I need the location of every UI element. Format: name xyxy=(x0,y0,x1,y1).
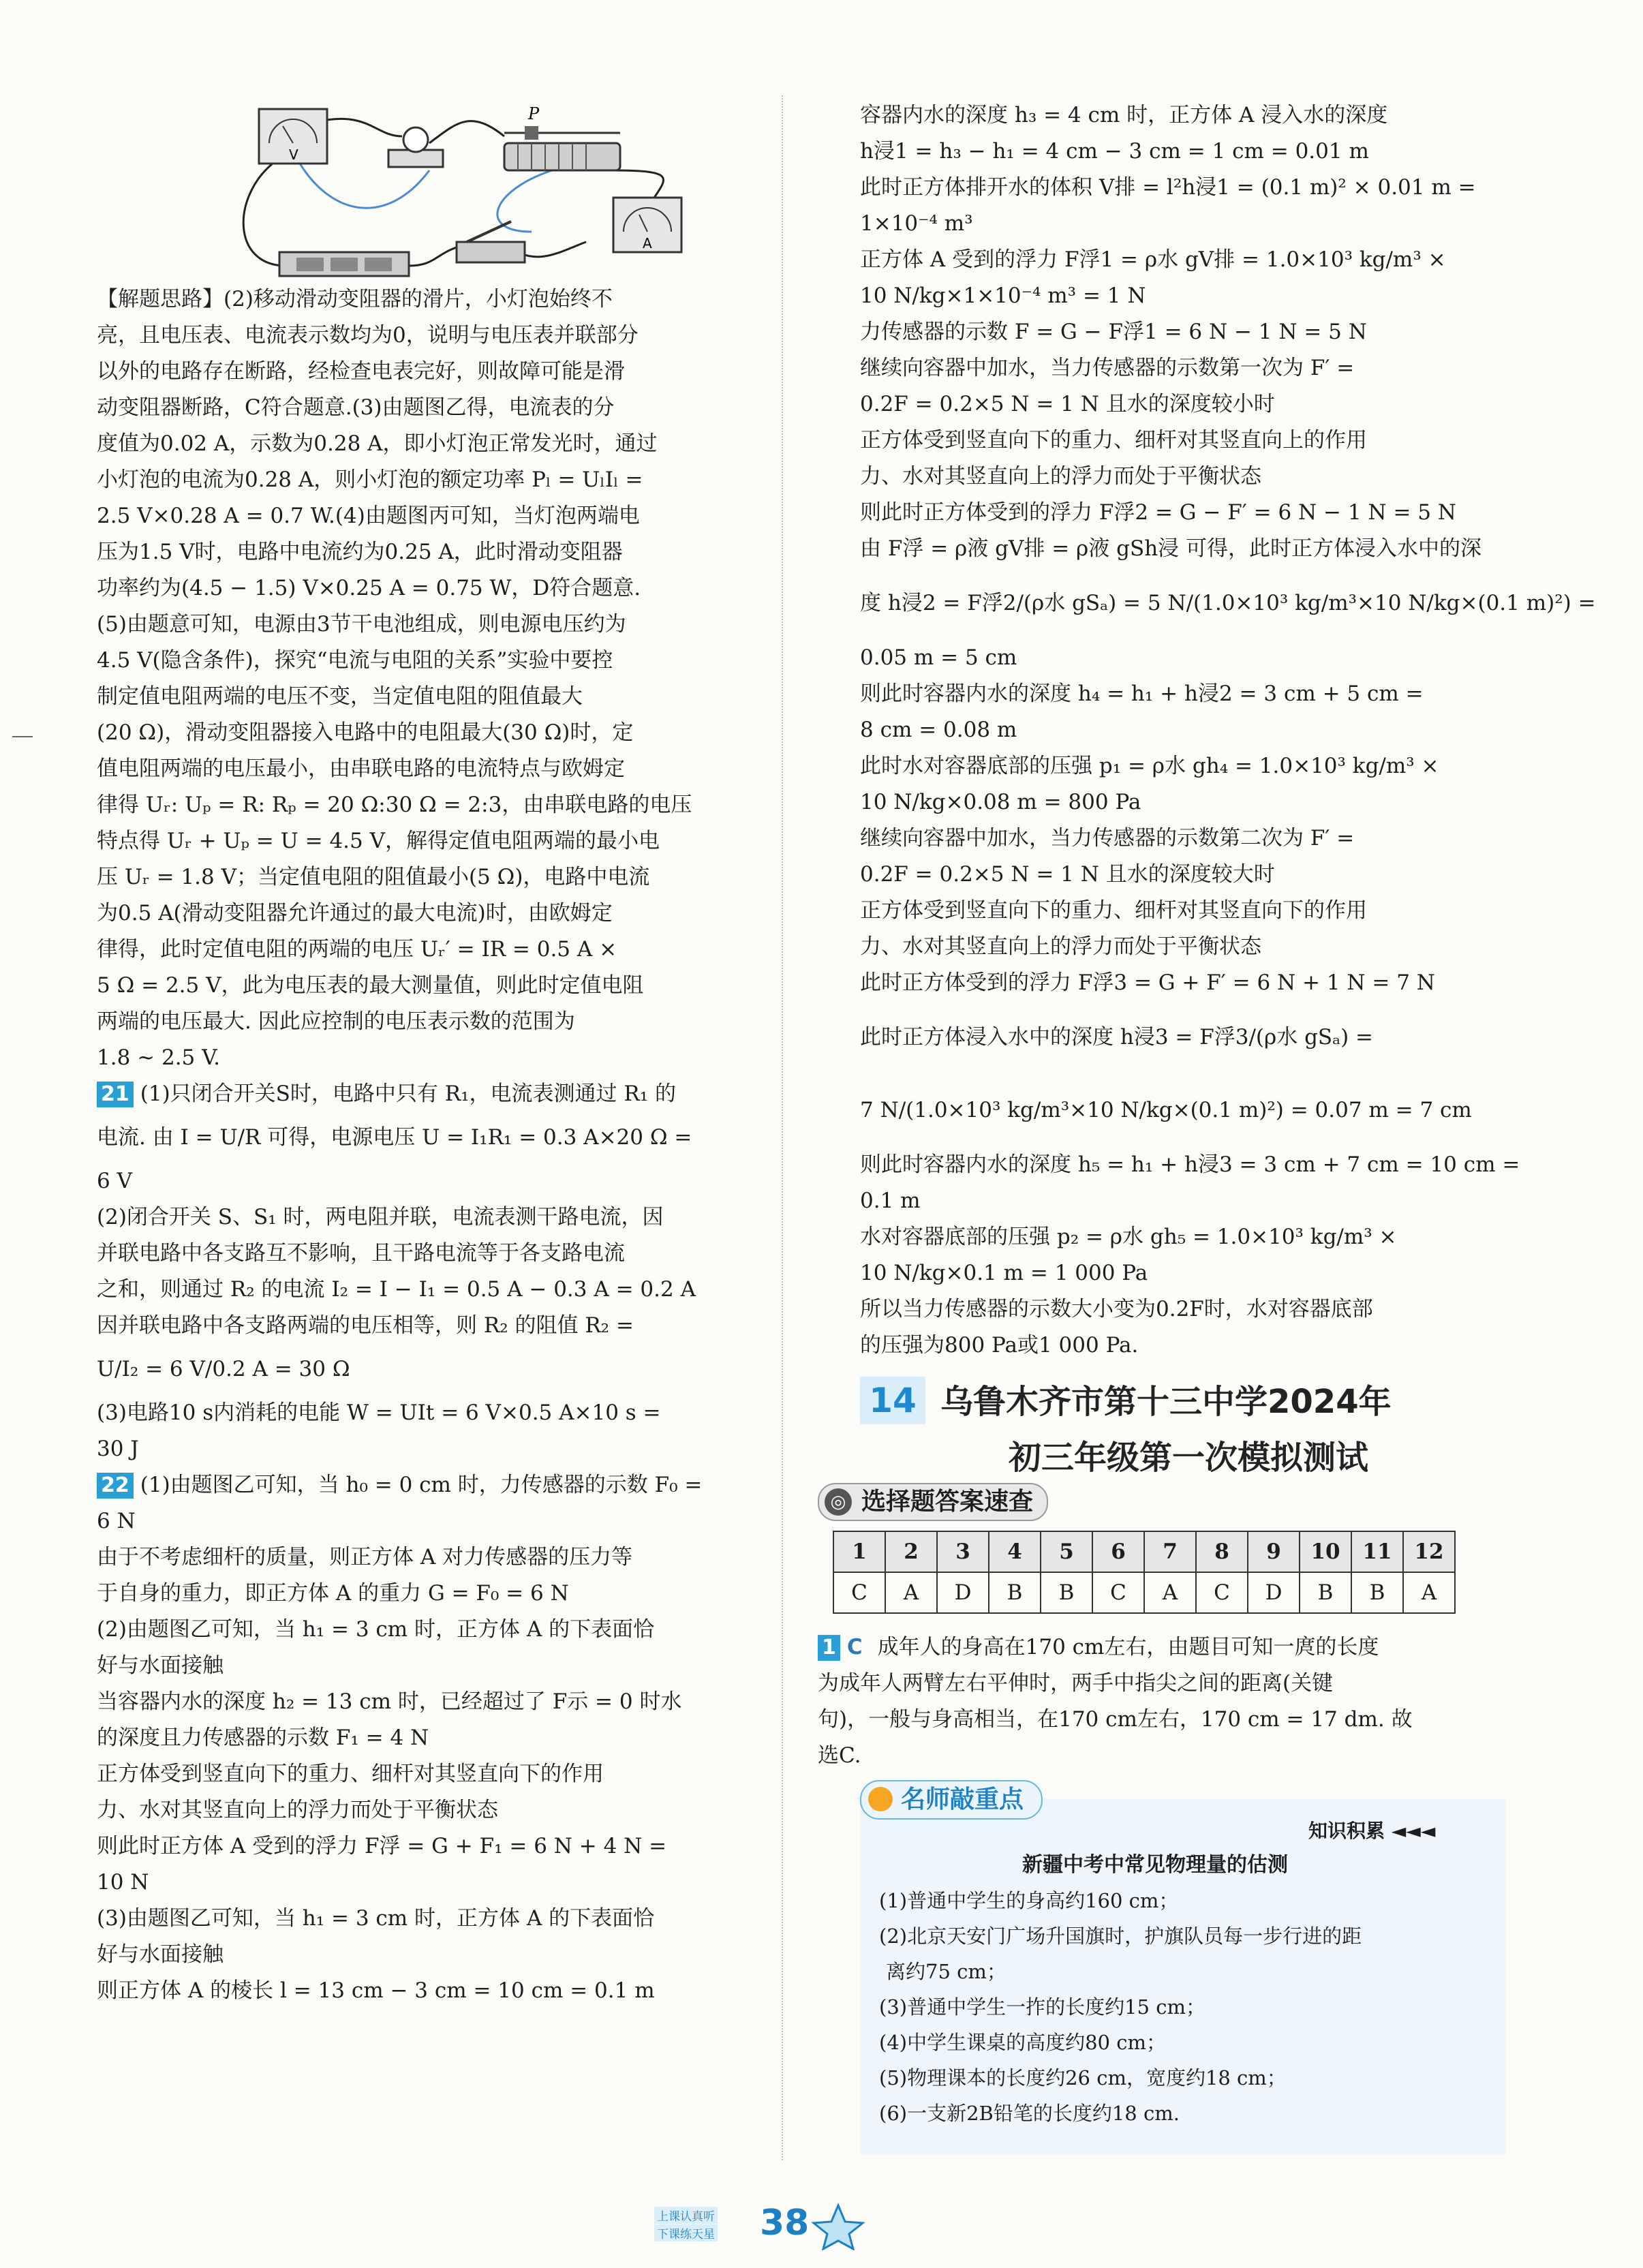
text-line xyxy=(97,1942,224,1967)
line-text: 此时正方体浸入水中的深度 h浸3 = F浮3/(ρ水 gSₐ) = xyxy=(860,1025,1374,1049)
text-line xyxy=(860,753,1439,779)
line-text: (1)只闭合开关S时，电路中只有 R₁，电流表测通过 R₁ 的 xyxy=(140,1082,676,1106)
ammeter xyxy=(613,198,681,252)
answer-key-label-text: 选择题答案速查 xyxy=(861,1488,1034,1516)
text-line xyxy=(97,1436,139,1462)
line-text: 0.1 m xyxy=(860,1189,921,1213)
line-text: 压 Uᵣ = 1.8 V；当定值电阻的阻值最小(5 Ω)，电路中电流 xyxy=(97,865,650,889)
text-line xyxy=(860,1024,1373,1050)
text-line xyxy=(97,864,649,890)
answer-value-cell: A xyxy=(1144,1572,1196,1613)
answer-value-cell: D xyxy=(937,1572,989,1613)
line-text: 0.05 m = 5 cm xyxy=(860,645,1017,670)
text-line xyxy=(97,828,660,854)
text-line xyxy=(97,395,614,420)
answer-number-row xyxy=(833,1531,1455,1572)
line-text: 压为1.5 V时，电路中电流约为0.25 A，此时滑动变阻器 xyxy=(97,540,623,564)
line-text: 好与水面接触 xyxy=(97,1942,224,1967)
switch xyxy=(457,221,525,262)
text-line xyxy=(97,286,613,312)
answer-number-cell: 8 xyxy=(1196,1531,1248,1572)
text-line xyxy=(97,1869,149,1895)
text-line xyxy=(860,681,1424,707)
page-number: 38 xyxy=(760,2203,810,2243)
line-text: 则此时正方体受到的浮力 F浮2 = G − F′ = 6 N − 1 N = 5 N xyxy=(860,500,1456,525)
text-line xyxy=(97,1168,132,1194)
answer-value-cell: B xyxy=(989,1572,1041,1613)
text-line xyxy=(97,1313,634,1338)
line-text: 所以当力传感器的示数大小变为0.2F时，水对容器底部 xyxy=(860,1297,1373,1321)
text-line xyxy=(97,1797,498,1823)
text-line xyxy=(860,391,1275,417)
text-line xyxy=(97,431,658,457)
line-text: 力、水对其竖直向上的浮力而处于平衡状态 xyxy=(860,464,1261,489)
line-text: 好与水面接触 xyxy=(97,1653,224,1678)
note-item: (2)北京天安门广场升国旗时，护旗队员每一步行进的距 xyxy=(879,1925,1362,1948)
answer-number-cell: 2 xyxy=(885,1531,937,1572)
lamp xyxy=(388,127,443,167)
text-line xyxy=(860,1260,1148,1286)
line-text: (2)闭合开关 S、S₁ 时，两电阻并联，电流表测干路电流，因 xyxy=(97,1205,664,1229)
answer-value-cell: D xyxy=(1248,1572,1300,1613)
text-line xyxy=(860,1097,1472,1123)
line-text: 7 N/(1.0×10³ kg/m³×10 N/kg×(0.1 m)²) = 0.07 m = 7 cm xyxy=(860,1098,1472,1122)
text-line xyxy=(97,1833,666,1859)
line-text: h浸1 = h₃ − h₁ = 4 cm − 3 cm = 1 cm = 0.01 m xyxy=(860,139,1369,164)
text-line xyxy=(860,102,1387,128)
line-text: (1)由题图乙可知，当 h₀ = 0 cm 时，力传感器的示数 F₀ = xyxy=(140,1473,703,1497)
answer-value-cell: B xyxy=(1351,1572,1403,1613)
text-line xyxy=(97,1081,676,1107)
text-line xyxy=(860,645,1017,671)
line-text: (2)由题图乙可知，当 h₁ = 3 cm 时，正方体 A 的下表面恰 xyxy=(97,1617,655,1642)
line-text: 之和，则通过 R₂ 的电流 I₂ = I − I₁ = 0.5 A − 0.3 A = 0.2 A xyxy=(97,1277,696,1302)
answer-value-cell: A xyxy=(1403,1572,1455,1613)
line-text: 1.8 ~ 2.5 V. xyxy=(97,1045,220,1070)
text-line xyxy=(818,1634,1379,1661)
text-line xyxy=(860,463,1261,489)
line-text: 30 J xyxy=(97,1437,139,1461)
text-line xyxy=(860,319,1367,345)
text-line xyxy=(97,358,625,384)
slogan-2: 下课练天星 xyxy=(654,2224,718,2241)
line-text: 5 Ω = 2.5 V，此为电压表的最大测量值，则此时定值电阻 xyxy=(97,973,644,998)
text-line xyxy=(860,1332,1138,1358)
text-line xyxy=(860,536,1481,562)
text-line xyxy=(860,174,1476,200)
line-text: 小灯泡的电流为0.28 A，则小灯泡的额定功率 Pₗ = UₗIₗ = xyxy=(97,468,643,492)
line-text: 则此时容器内水的深度 h₅ = h₁ + h浸3 = 3 cm + 7 cm = 10 cm = xyxy=(860,1152,1520,1177)
line-text: 继续向容器中加水，当力传感器的示数第二次为 F′ = xyxy=(860,826,1355,850)
line-text: 的压强为800 Pa或1 000 Pa. xyxy=(860,1333,1139,1358)
voltmeter-label: V xyxy=(289,147,298,163)
text-line xyxy=(860,211,973,236)
text-line xyxy=(97,1905,654,1931)
text-line xyxy=(97,467,643,493)
note-item: 离约75 cm； xyxy=(886,1960,1007,1983)
answer-value-row xyxy=(833,1572,1455,1613)
line-text: U/I₂ = 6 V/0.2 A = 30 Ω xyxy=(97,1357,350,1381)
note-item: (3)普通中学生一拃的长度约15 cm； xyxy=(879,1995,1206,2019)
rheostat xyxy=(504,104,620,170)
answer-number-cell: 6 xyxy=(1092,1531,1144,1572)
text-line xyxy=(818,1670,1333,1696)
line-text: 力、水对其竖直向上的浮力而处于平衡状态 xyxy=(97,1798,498,1822)
note-item: (1)普通中学生的身高约160 cm； xyxy=(879,1889,1179,1912)
text-line xyxy=(860,500,1456,525)
line-text: 继续向容器中加水，当力传感器的示数第一次为 F′ = xyxy=(860,356,1355,380)
text-line xyxy=(97,1045,220,1071)
answer-value-cell: C xyxy=(833,1572,885,1613)
text-line xyxy=(860,898,1367,923)
answer-number-cell: 3 xyxy=(937,1531,989,1572)
text-line xyxy=(860,355,1354,381)
text-line xyxy=(97,1009,575,1035)
line-text: 两端的电压最大. 因此应控制的电压表示数的范围为 xyxy=(97,1009,575,1034)
section-title-line1: 乌鲁木齐市第十三中学2024年 xyxy=(940,1383,1392,1421)
text-line xyxy=(860,247,1446,273)
line-text: 的深度且力传感器的示数 F₁ = 4 N xyxy=(97,1726,429,1750)
line-text: 0.2F = 0.2×5 N = 1 N 且水的深度较大时 xyxy=(860,862,1275,887)
line-text: (3)电路10 s内消耗的电能 W = UIt = 6 V×0.5 A×10 s = xyxy=(97,1400,661,1425)
line-text: 由于不考虑细杆的质量，则正方体 A 对力传感器的压力等 xyxy=(97,1545,633,1569)
text-line xyxy=(97,1240,625,1266)
line-text: 律得，此时定值电阻的两端的电压 Uᵣ′ = IR = 0.5 A × xyxy=(97,937,617,962)
line-text: 正方体受到竖直向下的重力、细杆对其竖直向下的作用 xyxy=(97,1762,604,1786)
line-text: 4.5 V(隐含条件)，探究“电流与电阻的关系”实验中要控 xyxy=(97,648,613,673)
lightbulb-icon xyxy=(868,1787,893,1811)
section-number: 14 xyxy=(860,1377,925,1424)
answer-value-cell: B xyxy=(1300,1572,1351,1613)
note-item: (4)中学生课桌的高度约80 cm； xyxy=(879,2031,1166,2054)
note-item: (5)物理课本的长度约26 cm，宽度约18 cm； xyxy=(879,2066,1287,2089)
line-text: 动变阻器断路，C符合题意.(3)由题图乙得，电流表的分 xyxy=(97,395,615,420)
text-line xyxy=(97,647,613,673)
text-line xyxy=(860,861,1275,887)
answer-value-cell: B xyxy=(1041,1572,1092,1613)
slider-label: P xyxy=(528,104,540,123)
line-text: 句)，一般与身高相当，在170 cm左右，170 cm = 17 dm. 故 xyxy=(818,1707,1413,1732)
teacher-note-label-text: 名师敲重点 xyxy=(901,1786,1024,1813)
text-line xyxy=(97,1653,224,1679)
line-text: 10 N/kg×1×10⁻⁴ m³ = 1 N xyxy=(860,284,1146,308)
line-text: 则此时正方体 A 受到的浮力 F浮 = G + F₁ = 6 N + 4 N = xyxy=(97,1834,667,1858)
answer-number-cell: 5 xyxy=(1041,1531,1092,1572)
line-text: 并联电路中各支路互不影响，且干路电流等于各支路电流 xyxy=(97,1241,625,1266)
text-line xyxy=(818,1743,861,1768)
text-line xyxy=(97,1472,702,1499)
line-text: 选C. xyxy=(818,1743,861,1768)
line-text: 为成年人两臂左右平伸时，两手中指尖之间的距离(关键 xyxy=(818,1671,1334,1696)
line-text: 律得 Uᵣ: Uₚ = R: Rₚ = 20 Ω:30 Ω = 2:3，由串联电路的电压 xyxy=(97,793,692,817)
question-number: 1 xyxy=(818,1635,840,1661)
section-title-line2: 初三年级第一次模拟测试 xyxy=(1009,1439,1369,1477)
line-text: 正方体 A 受到的浮力 F浮1 = ρ水 gV排 = 1.0×10³ kg/m³ × xyxy=(860,247,1446,272)
text-line xyxy=(97,539,623,565)
text-line xyxy=(97,322,639,348)
line-text: 度值为0.02 A，示数为0.28 A，即小灯泡正常发光时，通过 xyxy=(97,431,658,456)
text-line xyxy=(97,1689,681,1715)
note-heading: 新疆中考中常见物理量的估测 xyxy=(1022,1853,1288,1877)
ammeter-label: A xyxy=(643,235,652,251)
text-line xyxy=(860,789,1141,815)
line-text: 特点得 Uᵣ + Uₚ = U = 4.5 V，解得定值电阻两端的最小电 xyxy=(97,829,660,853)
voltmeter xyxy=(259,109,327,164)
star-mascot-icon xyxy=(811,2203,865,2250)
line-text: 2.5 V×0.28 A = 0.7 W.(4)由题图丙可知，当灯泡两端电 xyxy=(97,504,640,528)
line-text: 为0.5 A(滑动变阻器允许通过的最大电流)时，由欧姆定 xyxy=(97,901,613,925)
text-line xyxy=(97,756,625,782)
line-text: 正方体受到竖直向下的重力、细杆对其竖直向上的作用 xyxy=(860,428,1367,453)
line-text: 亮，且电压表、电流表示数均为0，说明与电压表并联部分 xyxy=(97,323,639,348)
text-line xyxy=(97,1508,136,1534)
text-line xyxy=(860,283,1146,309)
line-text: 正方体受到竖直向下的重力、细杆对其竖直向下的作用 xyxy=(860,898,1367,923)
answer-table xyxy=(833,1531,1456,1614)
line-text: 6 V xyxy=(97,1169,132,1193)
line-text: 10 N/kg×0.08 m = 800 Pa xyxy=(860,790,1141,814)
line-text: 电流. 由 I = U/R 可得，电源电压 U = I₁R₁ = 0.3 A×20 Ω = xyxy=(97,1125,692,1150)
text-line xyxy=(97,972,644,998)
text-line xyxy=(97,936,617,962)
line-text: 6 N xyxy=(97,1509,136,1533)
line-text: 以外的电路存在断路，经检查电表完好，则故障可能是滑 xyxy=(97,359,625,384)
line-text: 因并联电路中各支路两端的电压相等，则 R₂ 的阻值 R₂ = xyxy=(97,1313,634,1338)
question-number: 22 xyxy=(97,1473,134,1499)
text-line xyxy=(97,1400,661,1426)
answer-value-cell: C xyxy=(1092,1572,1144,1613)
search-icon: ◎ xyxy=(825,1488,852,1516)
text-line xyxy=(97,503,640,529)
text-line xyxy=(860,590,1596,616)
line-text: 功率约为(4.5 − 1.5) V×0.25 A = 0.75 W，D符合题意. xyxy=(97,576,641,600)
answer-key-label xyxy=(818,1483,1048,1521)
line-text: 容器内水的深度 h₃ = 4 cm 时，正方体 A 浸入水的深度 xyxy=(860,103,1388,127)
answer-number-cell: 10 xyxy=(1300,1531,1351,1572)
text-line xyxy=(97,720,633,746)
text-line xyxy=(860,1152,1520,1178)
text-line xyxy=(97,1761,604,1787)
line-text: 此时正方体受到的浮力 F浮3 = G + F′ = 6 N + 1 N = 7 N xyxy=(860,970,1435,995)
answer-number-cell: 9 xyxy=(1248,1531,1300,1572)
line-text: 制定值电阻两端的电压不变，当定值电阻的阻值最大 xyxy=(97,684,583,709)
text-line xyxy=(860,138,1369,164)
text-line xyxy=(97,1124,692,1150)
text-line xyxy=(97,1580,569,1606)
page-footer xyxy=(654,2203,940,2250)
text-line xyxy=(860,1296,1373,1322)
text-line xyxy=(97,792,692,818)
answer-number-cell: 11 xyxy=(1351,1531,1403,1572)
margin-mark xyxy=(12,736,33,737)
text-line xyxy=(97,1276,696,1302)
answer-number-cell: 7 xyxy=(1144,1531,1196,1572)
line-text: 10 N/kg×0.1 m = 1 000 Pa xyxy=(860,1261,1148,1285)
line-text: 成年人的身高在170 cm左右，由题目可知一庹的长度 xyxy=(877,1635,1379,1659)
line-text: 由 F浮 = ρ液 gV排 = ρ液 gSh浸 可得，此时正方体浸入水中的深 xyxy=(860,536,1482,561)
column-divider xyxy=(782,95,783,2160)
line-text: 则此时容器内水的深度 h₄ = h₁ + h浸2 = 3 cm + 5 cm = xyxy=(860,681,1424,706)
line-text: 值电阻两端的电压最小，由串联电路的电流特点与欧姆定 xyxy=(97,756,625,781)
knowledge-tag: 知识积累 ◄◄◄ xyxy=(1308,1820,1436,1842)
line-text: 0.2F = 0.2×5 N = 1 N 且水的深度较小时 xyxy=(860,392,1275,416)
text-line xyxy=(818,1706,1413,1732)
text-line xyxy=(860,427,1367,453)
line-text: (20 Ω)，滑动变阻器接入电路中的电阻最大(30 Ω)时，定 xyxy=(97,720,634,745)
text-line xyxy=(860,970,1435,996)
slogan-1: 上课认真听 xyxy=(654,2207,718,2224)
text-line xyxy=(97,1978,655,2004)
answer-number-cell: 12 xyxy=(1403,1531,1455,1572)
text-line xyxy=(97,1616,654,1642)
circuit-diagram xyxy=(232,95,750,279)
line-text: 力传感器的示数 F = G − F浮1 = 6 N − 1 N = 5 N xyxy=(860,320,1367,344)
answer-number-cell: 4 xyxy=(989,1531,1041,1572)
text-line xyxy=(97,575,641,601)
line-text: 8 cm = 0.08 m xyxy=(860,718,1017,742)
line-text: 力、水对其竖直向上的浮力而处于平衡状态 xyxy=(860,934,1261,959)
answer-number-cell: 1 xyxy=(833,1531,885,1572)
line-text: 1×10⁻⁴ m³ xyxy=(860,211,973,236)
teacher-note-label xyxy=(860,1780,1043,1820)
line-text: 10 N xyxy=(97,1870,149,1895)
text-line xyxy=(97,1544,632,1570)
answer-letter: C xyxy=(846,1635,863,1659)
text-line xyxy=(97,684,583,709)
text-line xyxy=(860,1224,1397,1250)
question-number: 21 xyxy=(97,1082,134,1107)
line-text: 则正方体 A 的棱长 l = 13 cm − 3 cm = 10 cm = 0.1 m xyxy=(97,1978,655,2003)
text-line xyxy=(97,1204,664,1230)
text-line xyxy=(97,900,613,926)
text-line xyxy=(97,1356,350,1382)
line-text: 度 h浸2 = F浮2/(ρ水 gSₐ) = 5 N/(1.0×10³ kg/m³×10 N/kg×(0.1 m)²) = xyxy=(860,591,1596,615)
answer-value-cell: C xyxy=(1196,1572,1248,1613)
text-line xyxy=(97,611,626,637)
answer-value-cell: A xyxy=(885,1572,937,1613)
battery-pack xyxy=(279,252,409,276)
line-text: 此时正方体排开水的体积 V排 = l²h浸1 = (0.1 m)² × 0.01 m = xyxy=(860,175,1476,200)
text-line xyxy=(860,934,1261,960)
line-text: 【解题思路】(2)移动滑动变阻器的滑片，小灯泡始终不 xyxy=(97,287,613,311)
line-text: 当容器内水的深度 h₂ = 13 cm 时，已经超过了 F示 = 0 时水 xyxy=(97,1689,682,1714)
text-line xyxy=(860,1188,921,1214)
line-text: 此时水对容器底部的压强 p₁ = ρ水 gh₄ = 1.0×10³ kg/m³ × xyxy=(860,754,1439,778)
text-line xyxy=(860,825,1354,851)
text-line xyxy=(97,1725,429,1751)
line-text: 于自身的重力，即正方体 A 的重力 G = F₀ = 6 N xyxy=(97,1581,569,1606)
line-text: 水对容器底部的压强 p₂ = ρ水 gh₅ = 1.0×10³ kg/m³ × xyxy=(860,1225,1397,1249)
note-item: (6)一支新2B铅笔的长度约18 cm. xyxy=(879,2102,1180,2125)
line-text: (5)由题意可知，电源由3节干电池组成，则电源电压约为 xyxy=(97,612,626,637)
line-text: (3)由题图乙可知，当 h₁ = 3 cm 时，正方体 A 的下表面恰 xyxy=(97,1906,655,1931)
text-line xyxy=(860,717,1017,743)
